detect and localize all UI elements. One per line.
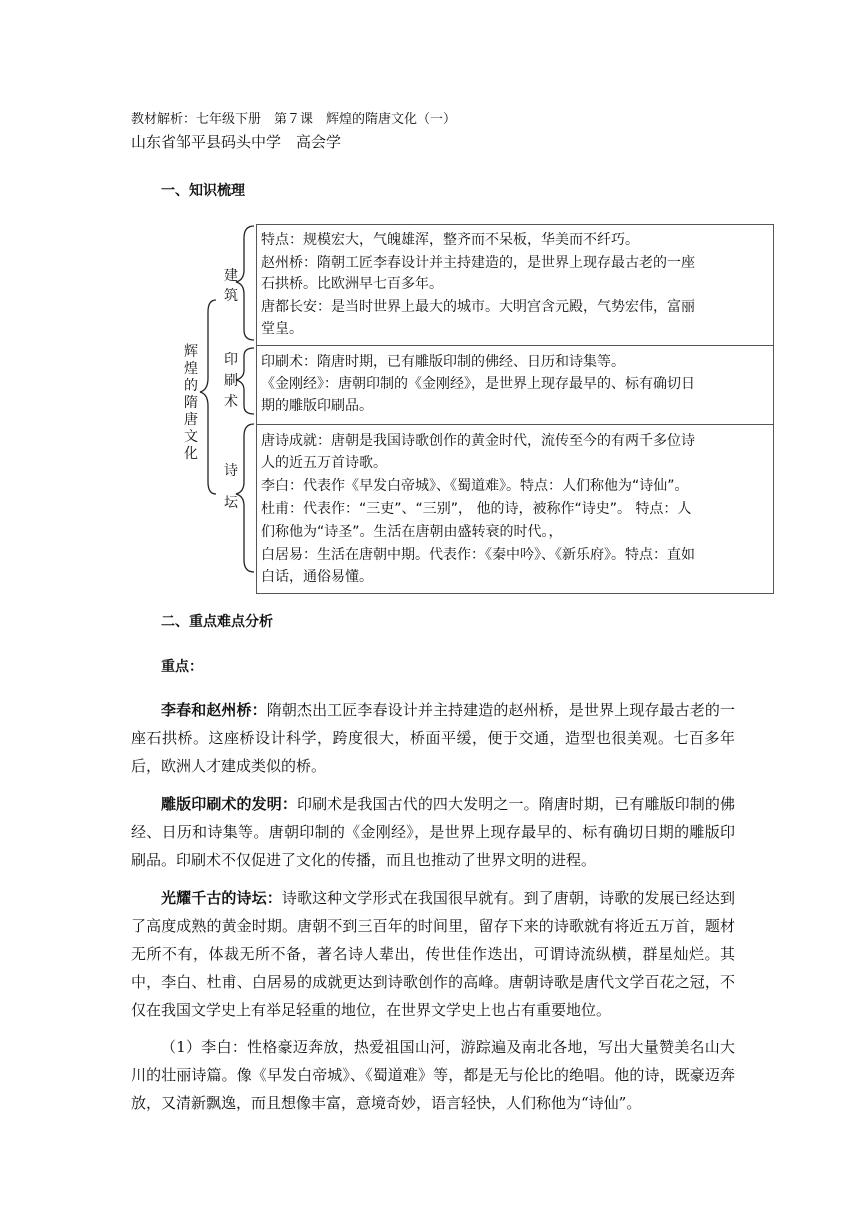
diagram-line: 赵州桥：隋朝工匠李春设计并主持建造的，是世界上现存最古老的一座	[261, 255, 695, 271]
diagram-line: 白居易：生活在唐朝中期。代表作：《秦中吟》、《新乐府》。特点：直如	[261, 547, 695, 563]
diagram-line: 们称他为“诗圣”。生活在唐朝由盛转衰的时代。，	[261, 524, 563, 540]
paragraph-lead: 李春和赵州桥：	[161, 701, 267, 719]
diagram-line: 石拱桥。比欧洲早七百多年。	[261, 276, 443, 292]
group-label-text: 建筑	[224, 268, 238, 304]
paragraph-text: 隋朝杰出工匠李春设计并主持建造的赵州桥，是世界上现存最古老的一座石拱桥。这座桥设计科学，跨度很大，桥面平缓，便于交通，造型也很美观。七百多年后，欧洲人才建成类似的桥。	[131, 701, 735, 775]
root-text: 辉煌的隋唐文化	[184, 344, 198, 462]
group-label-architecture	[223, 266, 239, 306]
group-label-poetry	[223, 455, 239, 519]
diagram-line: 唐都长安：是当时世界上最大的城市。大明宫含元殿，气势宏伟，富丽	[261, 299, 695, 315]
paragraph-text: （1）李白：性格豪迈奔放，热爱祖国山河，游踪遍及南北各地，写出大量赞美名山大川的壮丽诗篇。像《早发白帝城》、《蜀道难》等，都是无与伦比的绝唱。他的诗，既豪迈奔放，又清新飘逸，而且想像丰富，意境奇妙，语言轻快，人们称他为“诗仙”。	[131, 1038, 735, 1112]
diagram-line: 人的近五万首诗歌。	[261, 455, 387, 471]
paragraph-poetry	[131, 884, 735, 1024]
paragraph-lead: 光耀千古的诗坛：	[161, 889, 282, 907]
paragraph-lead: 雕版印刷术的发明：	[161, 795, 297, 813]
outer-brace	[200, 300, 216, 494]
diagram-line: 李白：代表作《早发白帝城》、《蜀道难》。特点：人们称他为“诗仙”。	[261, 478, 689, 494]
group-label-text: 印刷术	[224, 352, 238, 410]
group-label-text: 诗坛	[224, 463, 238, 511]
diagram-line: 特点：规模宏大，气魄雄浑，整齐而不呆板，华美而不纤巧。	[261, 232, 639, 248]
paragraph-li-bai	[131, 1033, 735, 1117]
paragraph-zhaozhou-bridge	[131, 696, 735, 780]
diagram-line: 堂皇。	[261, 321, 303, 337]
diagram-line: 白话，通俗易懂。	[261, 569, 373, 585]
section-2-heading: 二、重点难点分析	[161, 614, 273, 630]
section-1-heading: 一、知识梳理	[161, 183, 245, 199]
author-line: 山东省邹平县码头中学 高会学	[131, 133, 342, 151]
diagram-line: 印刷术：隋唐时期，已有雕版印制的佛经、日历和诗集等。	[261, 354, 625, 370]
diagram-separator	[256, 424, 774, 425]
paragraph-text: 诗歌这种文学形式在我国很早就有。到了唐朝，诗歌的发展已经达到了高度成熟的黄金时期。唐朝不到三百年的时间里，留存下来的诗歌就有将近五万首，题材无所不有，体裁无所不备，著名诗人辈出，传世佳作迭出，可谓诗流纵横，群星灿烂。其中，李白、杜甫、白居易的成就更达到诗歌创作的高峰。唐朝诗歌是唐代文学百花之冠，不仅在我国文学史上有举足轻重的地位，在世界文学史上也占有重要地位。	[131, 889, 735, 1019]
paragraph-printing	[131, 790, 735, 874]
diagram-separator	[256, 345, 774, 346]
document-title-line: 教材解析：七年级下册 第７课 辉煌的隋唐文化（一）	[131, 112, 457, 127]
diagram-line: 杜甫：代表作：“三吏”、“三别”， 他的诗，被称作“诗史”。 特点：人	[261, 501, 692, 517]
key-points-subheading: 重点：	[161, 659, 203, 675]
diagram-line: 唐诗成就：唐朝是我国诗歌创作的黄金时代，流传至今的有两千多位诗	[261, 433, 695, 449]
paragraph-text: 印刷术是我国古代的四大发明之一。隋唐时期，已有雕版印制的佛经、日历和诗集等。唐朝印制的《金刚经》，是世界上现存最早的、标有确切日期的雕版印刷品。印刷术不仅促进了文化的传播，而且也推动了世界文明的进程。	[131, 795, 735, 869]
diagram-line: 期的雕版印刷品。	[261, 398, 373, 414]
diagram-line: 《金刚经》：唐朝印制的《金刚经》，是世界上现存最早的、标有确切日	[261, 376, 695, 392]
group-label-printing	[223, 350, 239, 413]
